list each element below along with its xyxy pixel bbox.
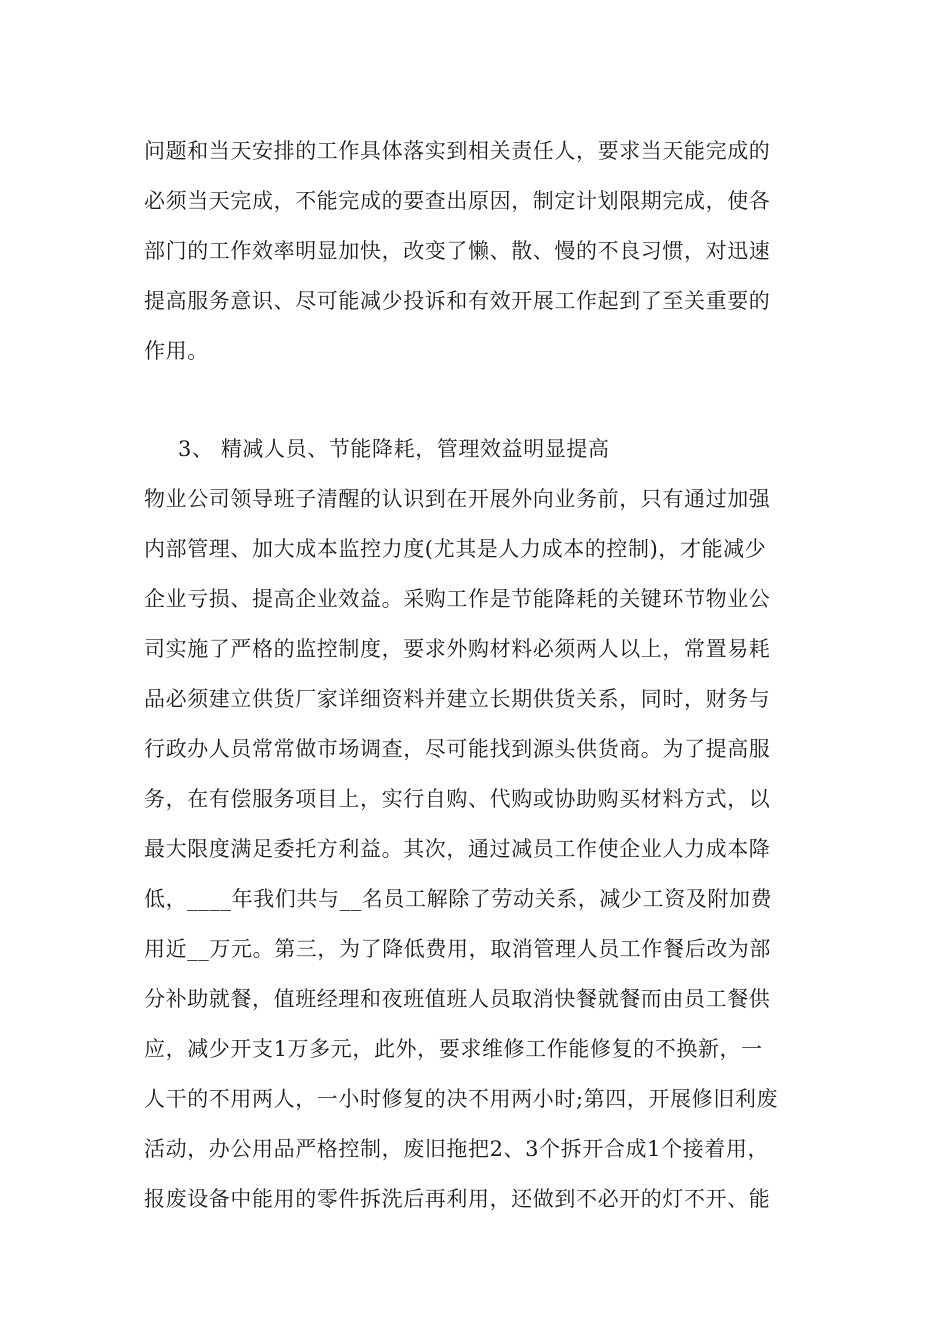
paragraph-line: 司实施了严格的监控制度，要求外购材料必须两人以上，常置易耗 <box>144 637 771 661</box>
paragraph-line: 内部管理、加大成本监控力度(尤其是人力成本的控制)，才能减少 <box>144 537 767 561</box>
paragraph-line: 活动，办公用品严格控制，废旧拖把2、3个拆开合成1个接着用， <box>144 1137 770 1161</box>
paragraph-line: 物业公司领导班子清醒的认识到在开展外向业务前，只有通过加强 <box>144 487 771 511</box>
paragraph-line: 部门的工作效率明显加快，改变了懒、散、慢的不良习惯，对迅速 <box>144 239 771 263</box>
section-heading: 3、 精减人员、节能降耗，管理效益明显提高 <box>178 437 610 461</box>
paragraph-line: 行政办人员常常做市场调查，尽可能找到源头供货商。为了提高服 <box>144 737 771 761</box>
paragraph-line: 最大限度满足委托方利益。其次，通过减员工作使企业人力成本降 <box>144 837 771 861</box>
paragraph-line: 品必须建立供货厂家详细资料并建立长期供货关系，同时，财务与 <box>144 687 771 711</box>
paragraph-line: 用近__万元。第三，为了降低费用，取消管理人员工作餐后改为部 <box>144 937 771 961</box>
paragraph-line: 报废设备中能用的零件拆洗后再利用，还做到不必开的灯不开、能 <box>144 1187 771 1211</box>
paragraph-line: 低，____年我们共与__名员工解除了劳动关系，减少工资及附加费 <box>144 887 773 911</box>
paragraph-line: 作用。 <box>144 339 209 363</box>
paragraph-line: 企业亏损、提高企业效益。采购工作是节能降耗的关键环节物业公 <box>144 587 771 611</box>
paragraph-line: 问题和当天安排的工作具体落实到相关责任人，要求当天能完成的 <box>144 139 771 163</box>
paragraph-line: 务，在有偿服务项目上，实行自购、代购或协助购买材料方式，以 <box>144 787 771 811</box>
paragraph-line: 人干的不用两人，一小时修复的决不用两小时;第四，开展修旧利废 <box>144 1087 779 1111</box>
paragraph-line: 必须当天完成，不能完成的要查出原因，制定计划限期完成，使各 <box>144 189 771 213</box>
paragraph-line: 分补助就餐，值班经理和夜班值班人员取消快餐就餐而由员工餐供 <box>144 987 771 1011</box>
paragraph-line: 提高服务意识、尽可能减少投诉和有效开展工作起到了至关重要的 <box>144 289 771 313</box>
paragraph-line: 应，减少开支1万多元，此外，要求维修工作能修复的不换新，一 <box>144 1037 763 1061</box>
